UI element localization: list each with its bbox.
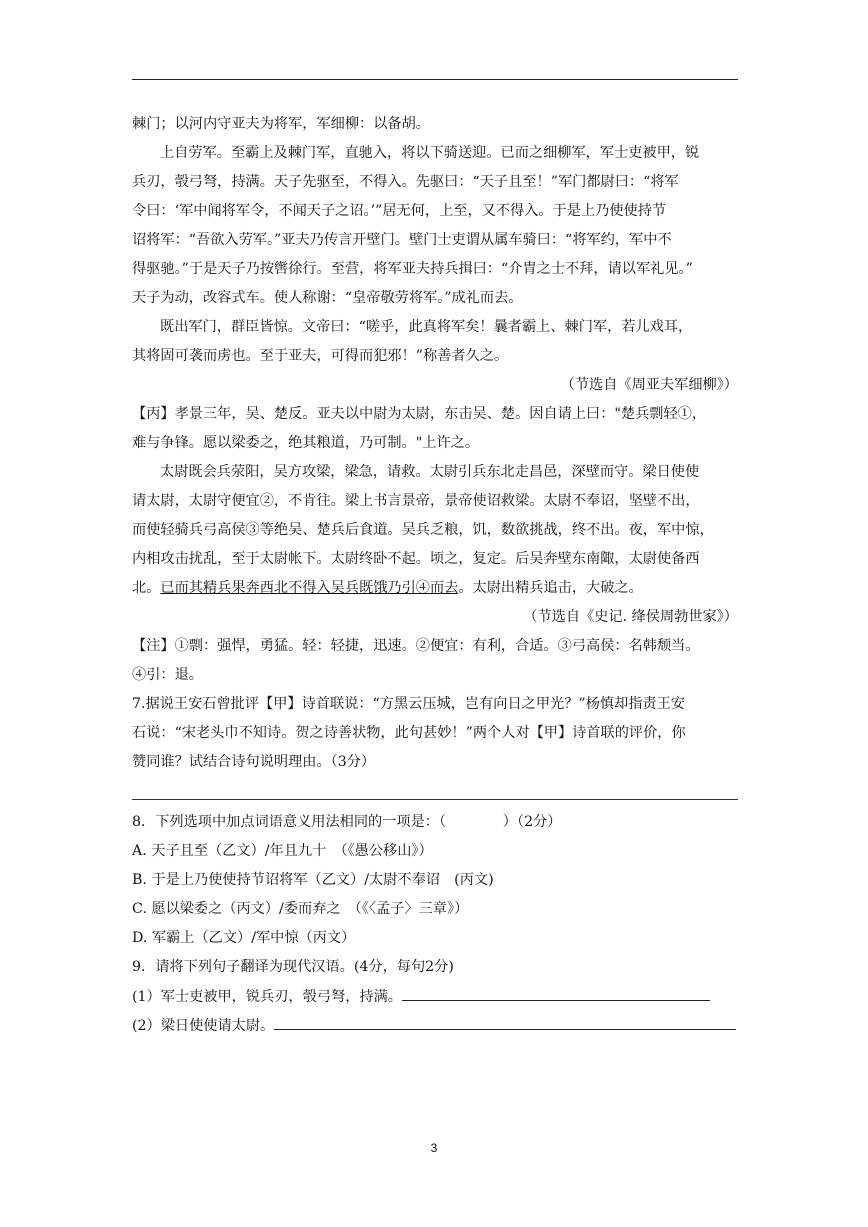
text-line: 棘门；以河内守亚夫为将军，军细柳：以备胡。 [132,116,430,132]
text-line: 诏将军：“吾欲入劳军。”亚夫乃传言开壁门。壁门士吏谓从属车骑曰：“将军约，军中不 [132,232,672,248]
question-8: 8．下列选项中加点词语意义用法相同的一项是：（ ）（2分） [132,814,562,830]
text-line: 其将固可袭而虏也。至于亚夫，可得而犯邪！”称善者久之。 [132,348,509,364]
annotation-line: ④引：退。 [132,667,203,683]
text-line: 内相攻击扰乱，至于太尉帐下。太尉终卧不起。顷之，复定。后吴奔壁东南陬，太尉使备西 [132,551,700,567]
question-9-item-1 [132,986,738,1007]
annotation-line: 【注】①剽：强悍，勇猛。轻：轻捷，迅速。②便宜：有利，合适。③弓高侯：名韩颓当。 [132,638,700,654]
question-7-cont: 赞同谁？试结合诗句说明理由。（3分） [132,754,376,770]
answer-line-q7[interactable] [132,799,738,800]
source-citation: （节选自《周亚夫军细柳》） [560,377,738,393]
sentence-to-translate: (2）梁日使使请太尉。 [132,1018,275,1034]
sentence-to-translate: (1）军士吏被甲，锐兵刃，彀弓弩，持满。 [132,989,402,1005]
text-line: 天子为动，改容式车。使人称谢：“皇帝敬劳将军。”成礼而去。 [132,290,523,306]
text-segment: 北。 [132,580,161,596]
text-line: 难与争锋。愿以梁委之，绝其粮道，乃可制。"上许之。 [132,435,480,451]
answer-line-9-1[interactable] [402,986,710,1001]
option-c: C. 愿以梁委之（丙文）/委而弃之 （《〈孟子〉三章》） [132,901,469,917]
text-line: 【丙】孝景三年，吴、楚反。亚夫以中尉为太尉，东击吴、楚。因自请上曰："楚兵剽轻①， [132,406,707,422]
option-a: A. 天子且至（乙文）/年且九十 （《愚公移山》） [132,843,433,859]
text-line: 得驱驰。”于是天子乃按辔徐行。至营，将军亚夫持兵揖曰：“介胄之士不拜，请以军礼见。” [132,261,693,277]
question-9: 9．请将下列句子翻译为现代汉语。(4分，每句2分) [132,959,454,975]
question-9-item-2 [132,1015,738,1036]
underlined-sentence: 已而其精兵果奔西北不得入吴兵既饿乃引④而去 [160,580,459,596]
text-line: 兵刃，彀弓弩，持满。天子先驱至，不得入。先驱曰：“天子且至！”军门都尉曰：“将军 [132,174,679,190]
option-d: D. 军霸上（乙文）/军中惊（丙文） [132,930,356,946]
question-7: 7.据说王安石曾批评【甲】诗首联说：“方黑云压城，岂有向日之甲光？”杨慎却指责王安 [132,696,685,712]
question-7-cont: 石说：“宋老头巾不知诗。贺之诗善状物，此句甚妙！”两个人对【甲】诗首联的评价，你 [132,725,686,741]
option-b: B. 于是上乃使使持节诏将军（乙文）/太尉不奉诏 (丙文) [132,872,494,888]
text-line: 而使轻骑兵弓高侯③等绝吴、楚兵后食道。吴兵乏粮，饥，数欲挑战，终不出。夜，军中惊， [132,522,714,538]
answer-line-9-2[interactable] [274,1015,736,1030]
text-line [132,578,738,598]
text-line: 既出军门，群臣皆惊。文帝曰：“嗟乎，此真将军矣！曩者霸上、棘门军，若儿戏耳， [160,319,693,335]
text-line: 太尉既会兵荥阳，吴方攻梁，梁急，请救。太尉引兵东北走昌邑，深壁而守。梁日使使 [160,464,700,480]
source-citation: （节选自《史记. 绛侯周勃世家》） [523,609,738,625]
text-line: 令曰：‘军中闻将军令，不闻天子之诏。’”居无何，上至，又不得入。于是上乃使使持节 [132,203,667,219]
text-segment: 。太尉出精兵追击，大破之。 [458,580,643,596]
text-line: 上自劳军。至霸上及棘门军，直驰入，将以下骑送迎。已而之细柳军，军士吏被甲，锐 [160,145,700,161]
page-number: 3 [430,1141,438,1155]
text-line: 请太尉，太尉守便宜②，不肯往。梁上书言景帝，景帝使诏救梁。太尉不奉诏，坚壁不出， [132,493,700,509]
header-rule [132,79,738,80]
